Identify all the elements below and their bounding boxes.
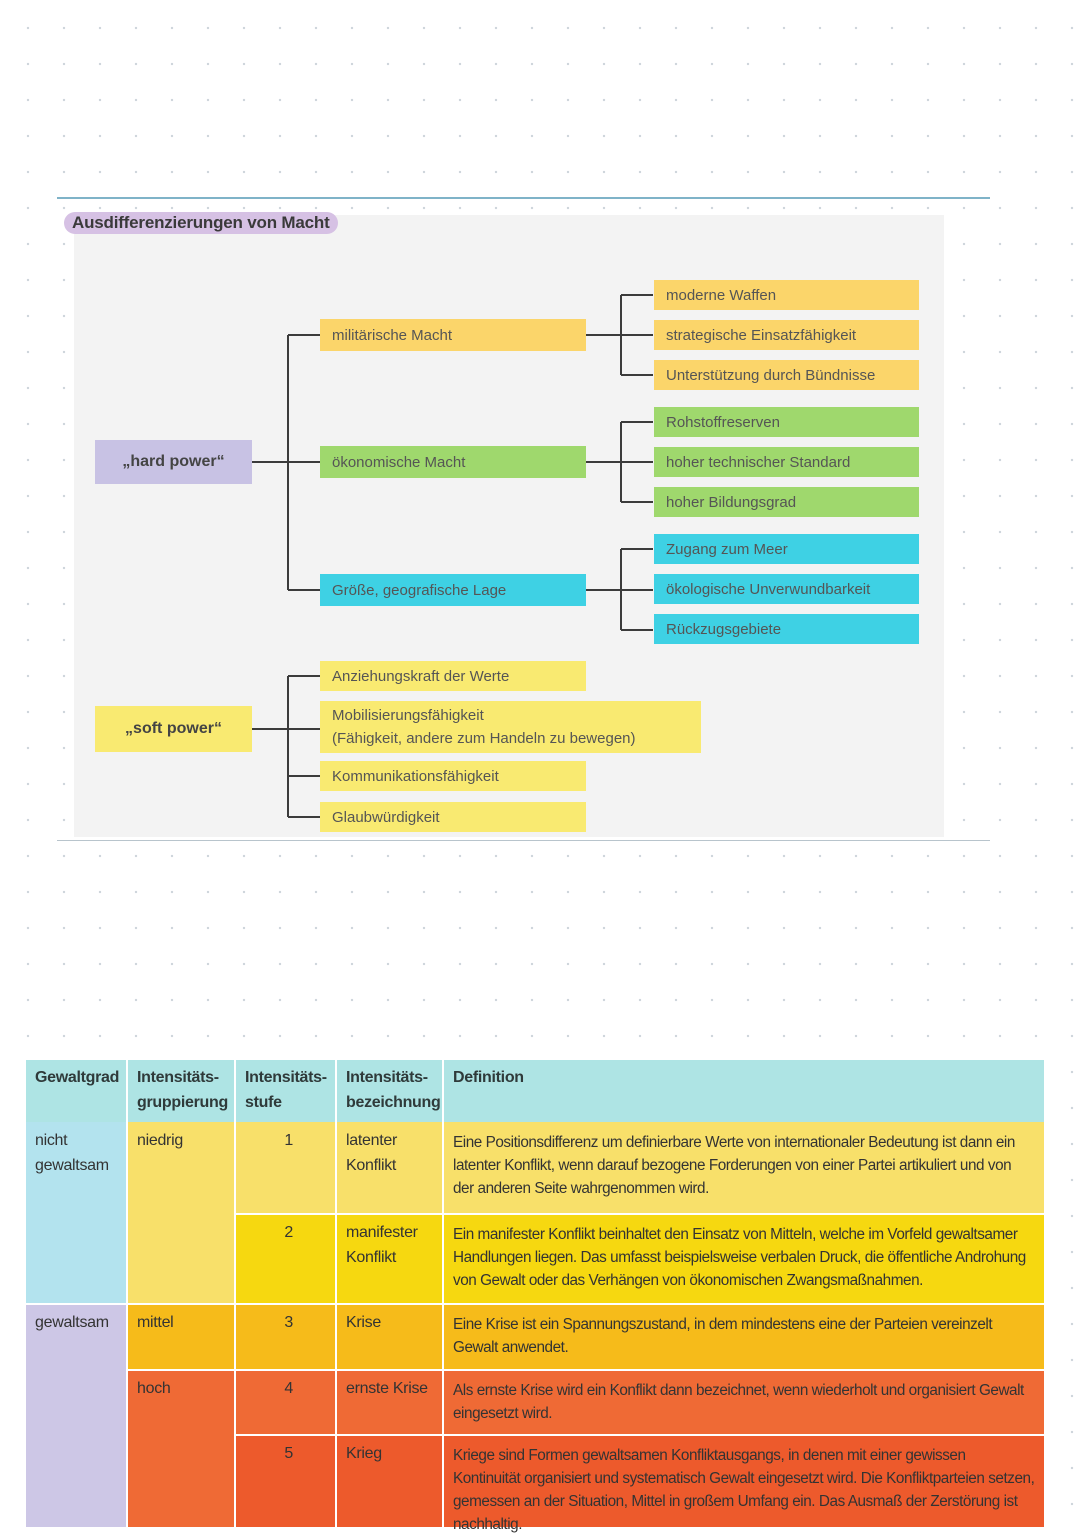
bezeichnung-5: Krieg	[337, 1435, 444, 1527]
header-bezeichnung: Intensitäts- bezeichnung	[337, 1060, 444, 1122]
definition-4: Als ernste Krise wird ein Konflikt dann bezeichnet, wenn wiederholt und organisiert Gewalt eingesetzt wird.	[444, 1370, 1044, 1435]
bezeichnung-1: latenter Konflikt	[337, 1122, 444, 1214]
leaf-retreat-areas: Rückzugsgebiete	[654, 614, 919, 644]
leaf-sea-access: Zugang zum Meer	[654, 534, 919, 564]
branch-economic-power: ökonomische Macht	[320, 446, 586, 478]
gewaltgrad-gewaltsam: gewaltsam	[26, 1304, 128, 1527]
definition-2: Ein manifester Konflikt beinhaltet den Einsatz von Mitteln, welche im Vorfeld gewaltsamer Handlungen liegen. Das umfasst beispielsweise verbalen Druck, die öffentliche Androhung von Gewalt oder das Verhängen von ökonomischen Zwangsmaßnahmen.	[444, 1214, 1044, 1304]
conflict-intensity-table	[26, 1060, 1044, 1533]
soft-item-communication: Kommunikationsfähigkeit	[320, 761, 586, 791]
stufe-4: 4	[236, 1370, 337, 1435]
hard-power-box: „hard power“	[95, 440, 252, 484]
row-divider	[128, 1369, 1044, 1371]
bezeichnung-3: Krise	[337, 1304, 444, 1370]
diagram-title: Ausdifferenzierungen von Macht	[64, 212, 338, 234]
leaf-raw-materials: Rohstoffreserven	[654, 407, 919, 437]
header-gewaltgrad: Gewaltgrad	[26, 1060, 128, 1122]
stufe-5: 5	[236, 1435, 337, 1527]
bezeichnung-4: ernste Krise	[337, 1370, 444, 1435]
header-stufe: Intensitäts- stufe	[236, 1060, 337, 1122]
gruppierung-hoch: hoch	[128, 1370, 236, 1527]
row-divider	[236, 1434, 1044, 1436]
soft-item-mobilisation-title: Mobilisierungsfähigkeit	[332, 707, 484, 724]
branch-size-geography: Größe, geografische Lage	[320, 574, 586, 606]
gruppierung-mittel: mittel	[128, 1304, 236, 1370]
soft-item-mobilisation-note: (Fähigkeit, andere zum Handeln zu bewegen)	[332, 730, 636, 747]
soft-item-credibility: Glaubwürdigkeit	[320, 802, 586, 832]
row-divider	[26, 1303, 1044, 1305]
stufe-2: 2	[236, 1214, 337, 1304]
header-definition: Definition	[444, 1060, 1044, 1122]
leaf-strategic-capability: strategische Einsatzfähigkeit	[654, 320, 919, 350]
bezeichnung-2: manifester Konflikt	[337, 1214, 444, 1304]
soft-power-box: „soft power“	[95, 706, 252, 752]
soft-item-values: Anziehungskraft der Werte	[320, 661, 586, 691]
stufe-3: 3	[236, 1304, 337, 1370]
definition-3: Eine Krise ist ein Spannungszustand, in dem mindestens eine der Parteien vereinzelt Gewalt anwendet.	[444, 1304, 1044, 1370]
definition-1: Eine Positionsdifferenz um definierbare Werte von internationaler Bedeutung ist dann ein latenter Konflikt, wenn darauf bezogene Forderungen von einer Partei artikuliert und von der anderen Seite wahrgenommen wird.	[444, 1122, 1044, 1214]
row-divider	[236, 1213, 1044, 1215]
leaf-tech-standard: hoher technischer Standard	[654, 447, 919, 477]
leaf-modern-weapons: moderne Waffen	[654, 280, 919, 310]
definition-5: Kriege sind Formen gewaltsamen Konfliktausgangs, in denen mit einer gewissen Kontinuität organisiert und systematisch Gewalt eingesetzt wird. Die Konfliktparteien setzen, gemessen an der Situation, Mittel in großem Umfang ein. Das Ausmaß der Zerstörung ist nachhaltig.	[444, 1435, 1044, 1527]
leaf-alliance-support: Unterstützung durch Bündnisse	[654, 360, 919, 390]
header-gruppierung: Intensitäts- gruppierung	[128, 1060, 236, 1122]
leaf-ecological-invulnerability: ökologische Unverwundbarkeit	[654, 574, 919, 604]
stufe-1: 1	[236, 1122, 337, 1214]
gruppierung-niedrig: niedrig	[128, 1122, 236, 1304]
branch-military-power: militärische Macht	[320, 319, 586, 351]
gewaltgrad-nicht-gewaltsam: nicht gewaltsam	[26, 1122, 128, 1304]
leaf-education-level: hoher Bildungsgrad	[654, 487, 919, 517]
